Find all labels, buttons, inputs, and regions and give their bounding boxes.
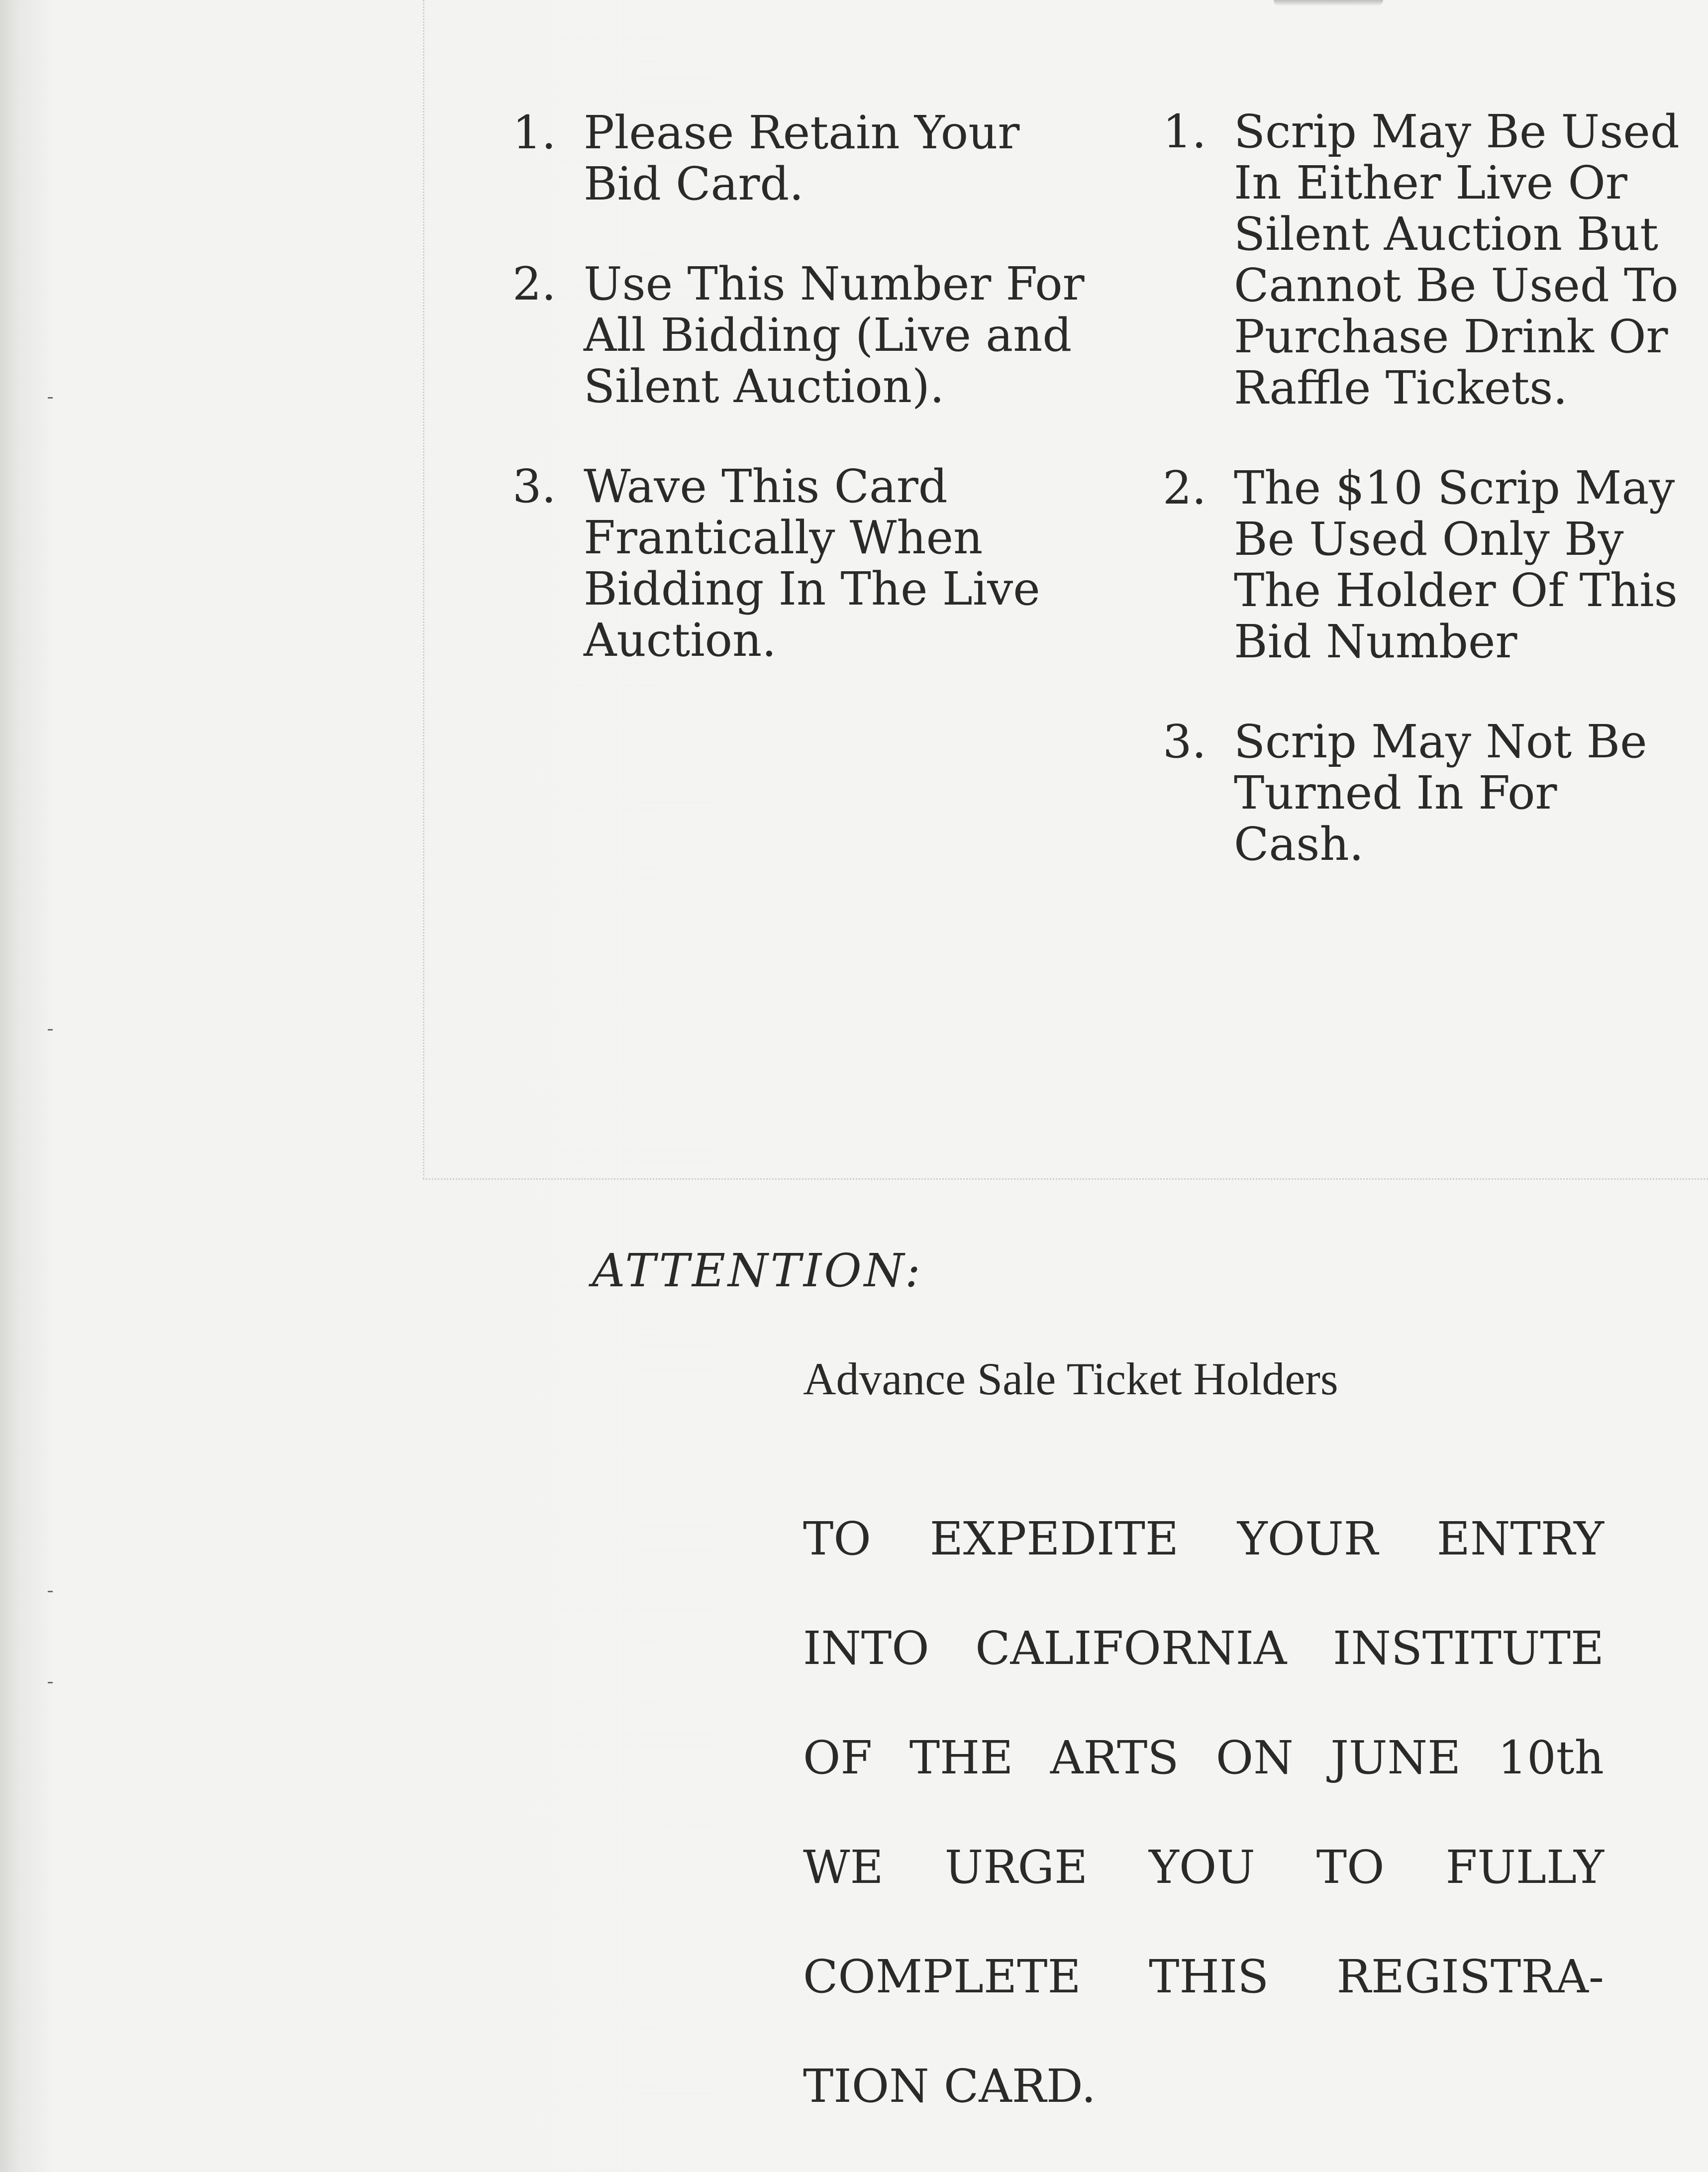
list-text: Please Retain Your Bid Card. <box>584 106 1020 210</box>
list-text: The $10 Scrip May Be Used Only By The Holder Of This Bid Number <box>1234 461 1678 668</box>
notice-word: WE <box>803 1841 884 1894</box>
notice-word: CALIFORNIA <box>975 1622 1287 1675</box>
notice-word: INSTITUTE <box>1333 1622 1604 1675</box>
notice-word: INTO <box>803 1622 929 1675</box>
notice-word: ON <box>1215 1731 1294 1784</box>
notice-line <box>803 1950 1604 2059</box>
list-text: Use This Number For All Bidding (Live and Silent Auction). <box>584 257 1085 413</box>
notice-word: YOUR <box>1237 1512 1378 1565</box>
binding-mark <box>48 1029 53 1031</box>
paper-scuff <box>1274 0 1383 6</box>
notice-word: YOU <box>1149 1841 1255 1894</box>
notice-word: ARTS <box>1050 1731 1179 1784</box>
list-item <box>1163 106 1700 414</box>
list-item <box>512 461 1085 666</box>
advance-sale-subheading: Advance Sale Ticket Holders <box>803 1353 1338 1404</box>
binding-mark <box>48 397 53 399</box>
notice-word: REGISTRA- <box>1336 1950 1604 2003</box>
list-number: 2. <box>512 257 556 310</box>
list-item <box>1163 716 1700 870</box>
list-item <box>512 107 1085 209</box>
notice-word: COMPLETE <box>803 1950 1081 2003</box>
perforation-horizontal <box>423 1178 1708 1180</box>
list-number: 1. <box>1163 105 1206 158</box>
list-text: Scrip May Not Be Turned In For Cash. <box>1234 715 1647 871</box>
binding-mark <box>48 1591 53 1592</box>
list-item <box>1163 462 1700 667</box>
list-number: 3. <box>1163 715 1206 768</box>
notice-word: FULLY <box>1445 1841 1604 1894</box>
perforation-vertical <box>423 0 424 1179</box>
list-number: 1. <box>512 106 556 159</box>
list-number: 2. <box>1163 461 1206 515</box>
notice-word: JUNE <box>1330 1731 1461 1784</box>
list-item <box>512 258 1085 412</box>
notice-word: ENTRY <box>1436 1512 1604 1565</box>
notice-word: URGE <box>944 1841 1088 1894</box>
registration-notice <box>803 1512 1604 2169</box>
list-text: Scrip May Be Used In Either Live Or Silent Auction But Cannot Be Used To Purchase Drink Or Raffle Tickets. <box>1234 105 1680 414</box>
binding-mark <box>48 1682 53 1683</box>
binding-shadow <box>0 0 52 2172</box>
notice-line <box>803 1512 1604 1621</box>
list-text: Wave This Card Frantically When Bidding In The Live Auction. <box>584 460 1040 667</box>
bid-card-rules-list <box>512 107 1085 666</box>
notice-word: EXPEDITE <box>929 1512 1179 1565</box>
notice-line <box>803 2059 1604 2169</box>
notice-line <box>803 1731 1604 1840</box>
notice-word: TION CARD. <box>803 2060 1096 2113</box>
scrip-rules-list <box>1163 106 1700 870</box>
notice-word: TO <box>803 1512 871 1565</box>
notice-line <box>803 1840 1604 1950</box>
notice-line <box>803 1621 1604 1731</box>
notice-word: OF <box>803 1731 873 1784</box>
notice-word: 10th <box>1498 1731 1604 1784</box>
list-number: 3. <box>512 460 556 513</box>
attention-heading: ATTENTION: <box>592 1244 923 1297</box>
notice-word: TO <box>1316 1841 1385 1894</box>
notice-word: THE <box>909 1731 1013 1784</box>
notice-word: THIS <box>1149 1950 1269 2003</box>
